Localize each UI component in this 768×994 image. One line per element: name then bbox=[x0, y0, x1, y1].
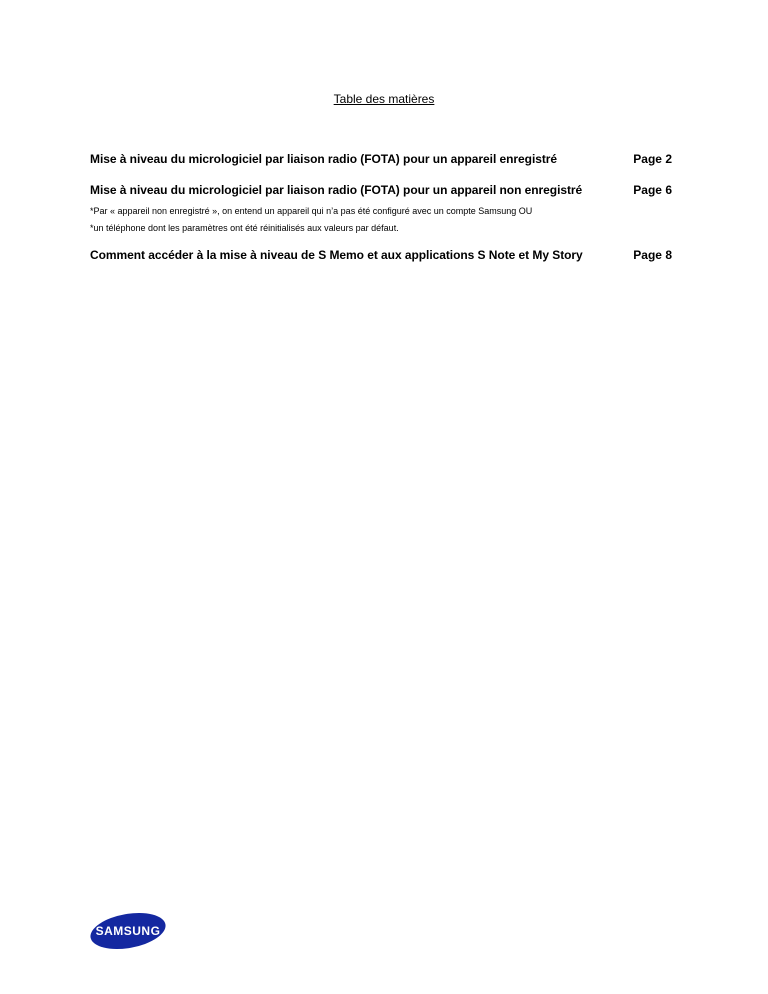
toc-entry-title: Mise à niveau du micrologiciel par liaison radio (FOTA) pour un appareil enregistré bbox=[90, 152, 558, 166]
samsung-logo-icon bbox=[88, 911, 168, 951]
toc-entry bbox=[90, 248, 672, 266]
toc-entry-page: Page 6 bbox=[633, 183, 672, 197]
toc-entry-page: Page 8 bbox=[633, 248, 672, 262]
footnote-line: *un téléphone dont les paramètres ont été réinitialisés aux valeurs par défaut. bbox=[90, 223, 399, 233]
toc-entry bbox=[90, 183, 672, 201]
samsung-logo bbox=[88, 911, 168, 951]
svg-text:SAMSUNG: SAMSUNG bbox=[95, 924, 161, 938]
toc-entry-title: Comment accéder à la mise à niveau de S Memo et aux applications S Note et My Story bbox=[90, 248, 583, 262]
page-title: Table des matières bbox=[333, 92, 435, 106]
toc-entry-title: Mise à niveau du micrologiciel par liaison radio (FOTA) pour un appareil non enregistré bbox=[90, 183, 583, 197]
toc-entry-page: Page 2 bbox=[633, 152, 672, 166]
footnote-line: *Par « appareil non enregistré », on entend un appareil qui n’a pas été configuré avec un compte Samsung OU bbox=[90, 206, 533, 216]
toc-entry bbox=[90, 152, 672, 170]
